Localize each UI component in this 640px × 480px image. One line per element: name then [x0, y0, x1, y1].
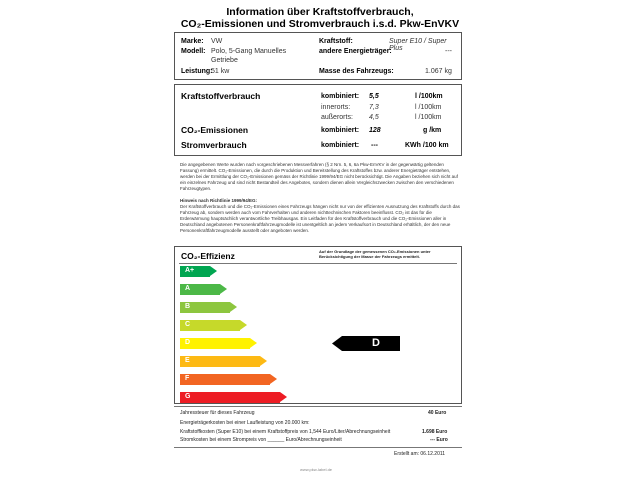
marke-label: Marke:	[181, 38, 204, 45]
vehicle-info-box	[174, 32, 462, 80]
notes-paragraph-1: Die angegebenen Werte wurden nach vorgeschriebenen Messverfahren (§ 2 Nrn. 5, 6, 6a Pkw-EnVKV in der gegenwärtig geltenden Fassung) ermittelt. CO₂-Emissionen, die durch die Produktion und Bereitstellung des Kraftstoffes bzw. anderer Energieträger entstehen, werden bei der Ermittlung der CO₂-Emissionen gemäss der Richtlinie 1999/94/EG nicht berücksichtigt. Die Angaben beziehen sich nicht auf ein einzelnes Fahrzeug und sind nicht Bestandteil des Angebotes, sondern dienen allein Vergleichszwecken zwischen den verschiedenen Fahrzeugtypen.	[180, 162, 458, 191]
modell-label: Modell:	[181, 48, 206, 55]
creation-date: Erstellt am: 06.12.2011	[394, 451, 446, 457]
strom-label: kombiniert:	[321, 142, 360, 149]
kombiniert-value: 5,5	[369, 93, 379, 100]
power-cost-label: Stromkosten bei einem Strompreis von ______ Euro/Abrechnungseinheit	[180, 437, 342, 443]
efficiency-bar-tip	[280, 392, 287, 402]
efficiency-bar-c	[180, 320, 247, 331]
rating-label: D	[372, 337, 380, 349]
co2-value: 128	[369, 127, 381, 134]
efficiency-bar-fill	[180, 392, 280, 403]
innerorts-unit: l /100km	[415, 104, 442, 111]
costs-divider-bottom	[174, 447, 462, 448]
efficiency-bar-label: A+	[185, 267, 195, 274]
efficiency-bar-fill	[180, 356, 260, 367]
efficiency-bar-label: C	[185, 321, 191, 328]
innerorts-label: innerorts:	[321, 104, 351, 111]
efficiency-bar-a-plus	[180, 266, 217, 277]
notes-paragraph-2: Der Kraftstoffverbrauch und die CO₂-Emissionen eines Fahrzeugs hängen nicht nur von der effizienten Ausnutzung des Kraftstoffs durch das Fahrzeug ab, sondern werden auch vom Fahrverhalten und anderen nichttechnischen Faktoren beeinflusst. CO₂ ist das für die Erderwärmung hauptsächlich verantwortliche Treibhausgas. Ein Leitfaden für den Kraftstoffverbrauch und die CO₂-Emissionen aller in Deutschland angebotenen Personenkraftfahrzeugmodelle ist unentgeltlich an jedem Verkaufsort in Deutschland erhältlich, der den neue Personenkraftfahrzeugmodelle ausstellt oder angeboten werden.	[180, 204, 460, 233]
efficiency-title: CO₂-Effizienz	[181, 251, 235, 261]
ausserorts-value: 4,5	[369, 114, 379, 121]
efficiency-divider	[179, 263, 457, 264]
efficiency-bar-b	[180, 302, 237, 313]
notes-heading: Hinweis nach Richtlinie 1999/94/EG:	[180, 198, 258, 203]
masse-label: Masse des Fahrzeugs:	[319, 68, 394, 75]
tax-value: 40 Euro	[428, 410, 447, 416]
co2-title: CO₂-Emissionen	[181, 125, 249, 135]
efficiency-bar-e	[180, 356, 267, 367]
co2-label: kombiniert:	[321, 127, 360, 134]
fuel-cost-value: 1.698 Euro	[422, 429, 448, 435]
kombiniert-unit: l /100km	[415, 93, 443, 100]
efficiency-bar-label: D	[185, 339, 191, 346]
efficiency-bar-g	[180, 392, 287, 403]
efficiency-bar-a	[180, 284, 227, 295]
power-cost-value: --- Euro	[430, 437, 448, 443]
efficiency-bar-tip	[240, 320, 247, 330]
efficiency-bar-f	[180, 374, 277, 385]
kraftstoff-value: Super E10 / Super Plus	[389, 38, 447, 52]
tax-label: Jahressteuer für dieses Fahrzeug	[180, 410, 255, 416]
strom-unit: KWh /100 km	[405, 142, 449, 149]
ausserorts-label: außerorts:	[321, 114, 353, 121]
efficiency-bar-label: A	[185, 285, 191, 292]
efficiency-bar-tip	[210, 266, 217, 276]
fuel-cost-label: Kraftstoffkosten (Super E10) bei einem Kraftstoffpreis von 1,544 Euro/Liter/Abrechnungseinheit	[180, 429, 391, 435]
rating-arrow	[332, 336, 400, 351]
modell-value-2: Getriebe	[211, 57, 238, 64]
strom-value: ---	[371, 142, 378, 149]
efficiency-bar-tip	[250, 338, 257, 348]
efficiency-bar-tip	[220, 284, 227, 294]
efficiency-bar-tip	[270, 374, 277, 384]
footer-url: www.pkw-label.de	[300, 467, 333, 472]
ausserorts-unit: l /100km	[415, 114, 442, 121]
marke-value: VW	[211, 38, 223, 45]
leistung-value: 51 kw	[211, 68, 230, 75]
efficiency-bar-tip	[260, 356, 267, 366]
leistung-label: Leistung:	[181, 68, 213, 75]
efficiency-bar-tip	[230, 302, 237, 312]
efficiency-bar-label: E	[185, 357, 190, 364]
efficiency-note: Auf der Grundlage der gemessenen CO₂-Emissionen unter Berücksichtigung der Masse der Fahrzeugs ermittelt.	[319, 249, 431, 259]
masse-value: 1.067 kg	[425, 68, 452, 75]
efficiency-bar-fill	[180, 338, 250, 349]
energie-label: andere Energieträger:	[319, 48, 392, 55]
kraftstoff-label: Kraftstoff:	[319, 38, 353, 45]
kombiniert-label: kombiniert:	[321, 93, 360, 100]
title-line-2: CO₂-Emissionen und Stromverbrauch i.s.d. Pkw-EnVKV	[180, 18, 460, 30]
innerorts-value: 7,3	[369, 104, 379, 111]
efficiency-bar-fill	[180, 374, 270, 385]
modell-value: Polo, 5-Gang Manuelles	[211, 48, 287, 55]
title-line-1: Information über Kraftstoffverbrauch,	[226, 6, 414, 18]
efficiency-bar-label: G	[185, 393, 191, 400]
energie-value: ---	[445, 48, 452, 55]
efficiency-bar-label: B	[185, 303, 191, 310]
consumption-box	[174, 84, 462, 156]
kraftstoffverbrauch-title: Kraftstoffverbrauch	[181, 91, 261, 101]
efficiency-bar-d	[180, 338, 257, 349]
energy-cost-label: Energieträgerkosten bei einer Laufleistung von 20.000 km:	[180, 420, 310, 426]
efficiency-bar-label: F	[185, 375, 190, 382]
co2-unit: g /km	[423, 127, 442, 134]
costs-divider-top	[174, 406, 462, 407]
strom-title: Stromverbrauch	[181, 140, 247, 150]
